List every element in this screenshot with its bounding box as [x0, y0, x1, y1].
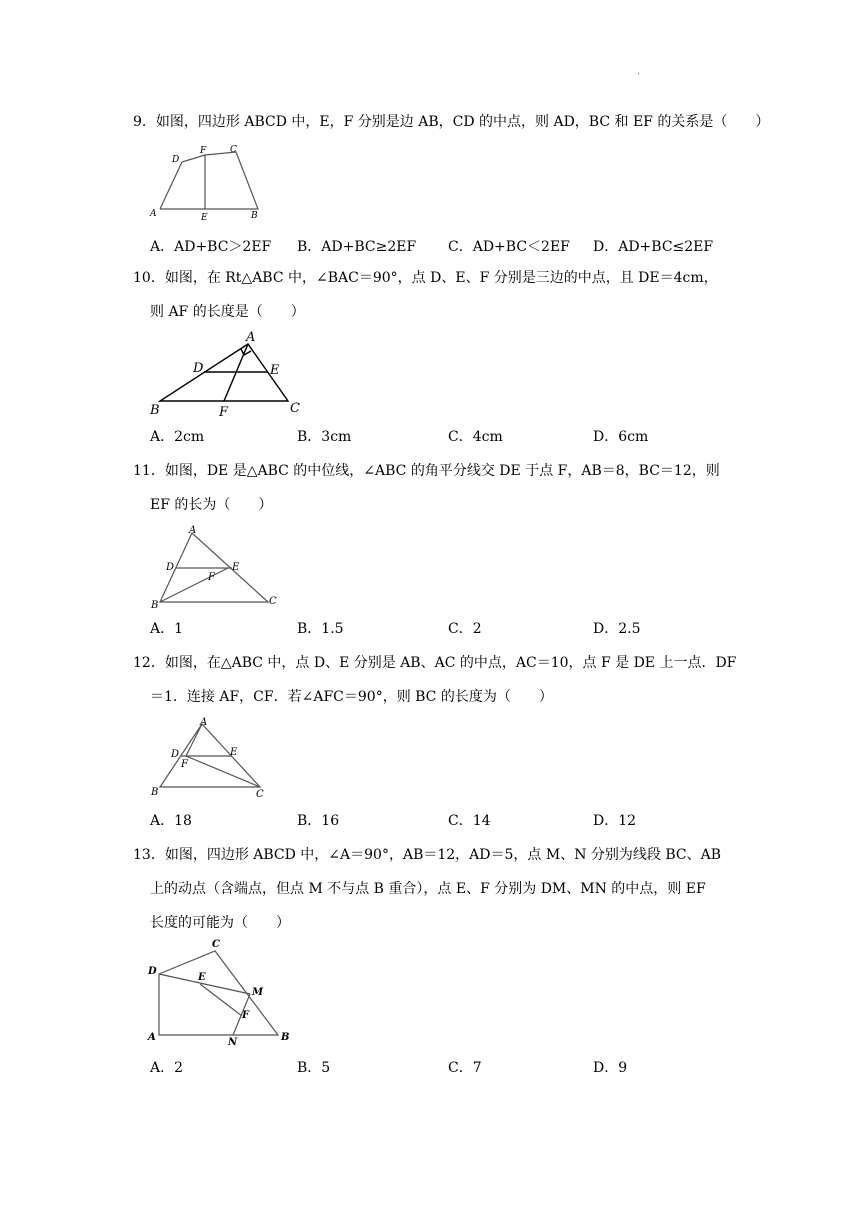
q10-option-c[interactable]: C．4cm: [448, 429, 503, 445]
q11-option-b[interactable]: B．1.5: [297, 621, 344, 637]
question-12-text-line1: 12．如图，在△ABC 中，点 D、E 分别是 AB、AC 的中点，AC＝10，点 F 是 DE 上一点．DF: [133, 655, 737, 671]
label-F: F: [200, 146, 207, 156]
label-D: D: [193, 361, 204, 376]
question-11-text-line1: 11．如图，DE 是△ABC 的中位线，∠ABC 的角平分线交 DE 于点 F，AB＝8，BC＝12，则: [133, 463, 720, 479]
q12-option-d[interactable]: D．12: [593, 813, 637, 829]
label-C: C: [269, 596, 277, 607]
q11-option-a[interactable]: A．1: [150, 621, 184, 637]
question-13-figure: [140, 934, 300, 1046]
question-10-text-line2: 则 AF 的长度是（ ）: [150, 304, 305, 320]
q12-option-b[interactable]: B．16: [297, 813, 340, 829]
label-D: D: [166, 562, 175, 573]
q13-option-a[interactable]: A．2: [150, 1060, 184, 1076]
q9-option-a[interactable]: A．AD+BC＞2EF: [150, 239, 272, 255]
question-12-text-line2: ＝1．连接 AF，CF．若∠AFC＝90°，则 BC 的长度为（ ）: [150, 689, 553, 705]
q13-option-c[interactable]: C．7: [448, 1060, 482, 1076]
label-A: A: [189, 525, 197, 536]
q9-option-d[interactable]: D．AD+BC≤2EF: [593, 239, 714, 255]
label-E: E: [232, 562, 240, 573]
label-E: E: [201, 213, 208, 222]
question-10-figure: [140, 328, 310, 420]
label-B: B: [251, 211, 258, 221]
q9-option-c[interactable]: C．AD+BC＜2EF: [448, 239, 570, 255]
label-F: F: [181, 759, 188, 770]
label-B: B: [151, 600, 159, 611]
question-10-text-line1: 10．如图，在 Rt△ABC 中，∠BAC＝90°，点 D、E、F 分别是三边的中点，且 DE＝4cm，: [133, 270, 718, 286]
label-N: N: [228, 1037, 238, 1046]
question-12-figure: [140, 714, 280, 800]
label-F: F: [208, 572, 215, 583]
label-D: D: [172, 155, 180, 165]
label-E: E: [270, 363, 280, 378]
label-C: C: [212, 939, 220, 950]
question-13-text-line2: 上的动点（含端点，但点 M 不与点 B 重合），点 E、F 分别为 DM、MN 的中点，则 EF: [150, 881, 706, 897]
q12-option-a[interactable]: A．18: [150, 813, 192, 829]
label-E: E: [230, 747, 238, 758]
label-A: A: [150, 209, 157, 219]
q11-option-c[interactable]: C．2: [448, 621, 482, 637]
q9-option-b[interactable]: B．AD+BC≥2EF: [297, 239, 417, 255]
label-A: A: [200, 717, 208, 728]
question-13-text-line1: 13．如图，四边形 ABCD 中，∠A＝90°，AB＝12，AD＝5，点 M、N 分别为线段 BC、AB: [133, 847, 722, 863]
q11-option-d[interactable]: D．2.5: [593, 621, 641, 637]
label-C: C: [256, 789, 264, 800]
label-F: F: [219, 405, 229, 420]
q10-option-d[interactable]: D．6cm: [593, 429, 649, 445]
label-B: B: [150, 403, 160, 418]
label-E: E: [198, 972, 206, 983]
label-D: D: [171, 749, 180, 760]
question-9-text: 9．如图，四边形 ABCD 中，E，F 分别是边 AB，CD 的中点，则 AD，BC 和 EF 的关系是（ ）: [133, 114, 770, 130]
label-D: D: [148, 966, 157, 977]
question-13-text-line3: 长度的可能为（ ）: [150, 915, 290, 931]
question-9-figure: [140, 140, 270, 222]
label-F: F: [242, 1010, 250, 1021]
label-A: A: [246, 330, 256, 345]
label-C: C: [290, 401, 300, 416]
header-mark: .: [637, 66, 641, 77]
label-A: A: [148, 1032, 156, 1043]
label-C: C: [230, 145, 237, 155]
label-B: B: [151, 787, 159, 798]
label-M: M: [252, 987, 264, 998]
q10-option-b[interactable]: B．3cm: [297, 429, 352, 445]
q13-option-b[interactable]: B．5: [297, 1060, 331, 1076]
q10-option-a[interactable]: A．2cm: [150, 429, 205, 445]
q13-option-d[interactable]: D．9: [593, 1060, 628, 1076]
question-11-text-line2: EF 的长为（ ）: [150, 497, 273, 513]
label-B: B: [281, 1032, 290, 1043]
q12-option-c[interactable]: C．14: [448, 813, 491, 829]
question-11-figure: [140, 522, 290, 612]
